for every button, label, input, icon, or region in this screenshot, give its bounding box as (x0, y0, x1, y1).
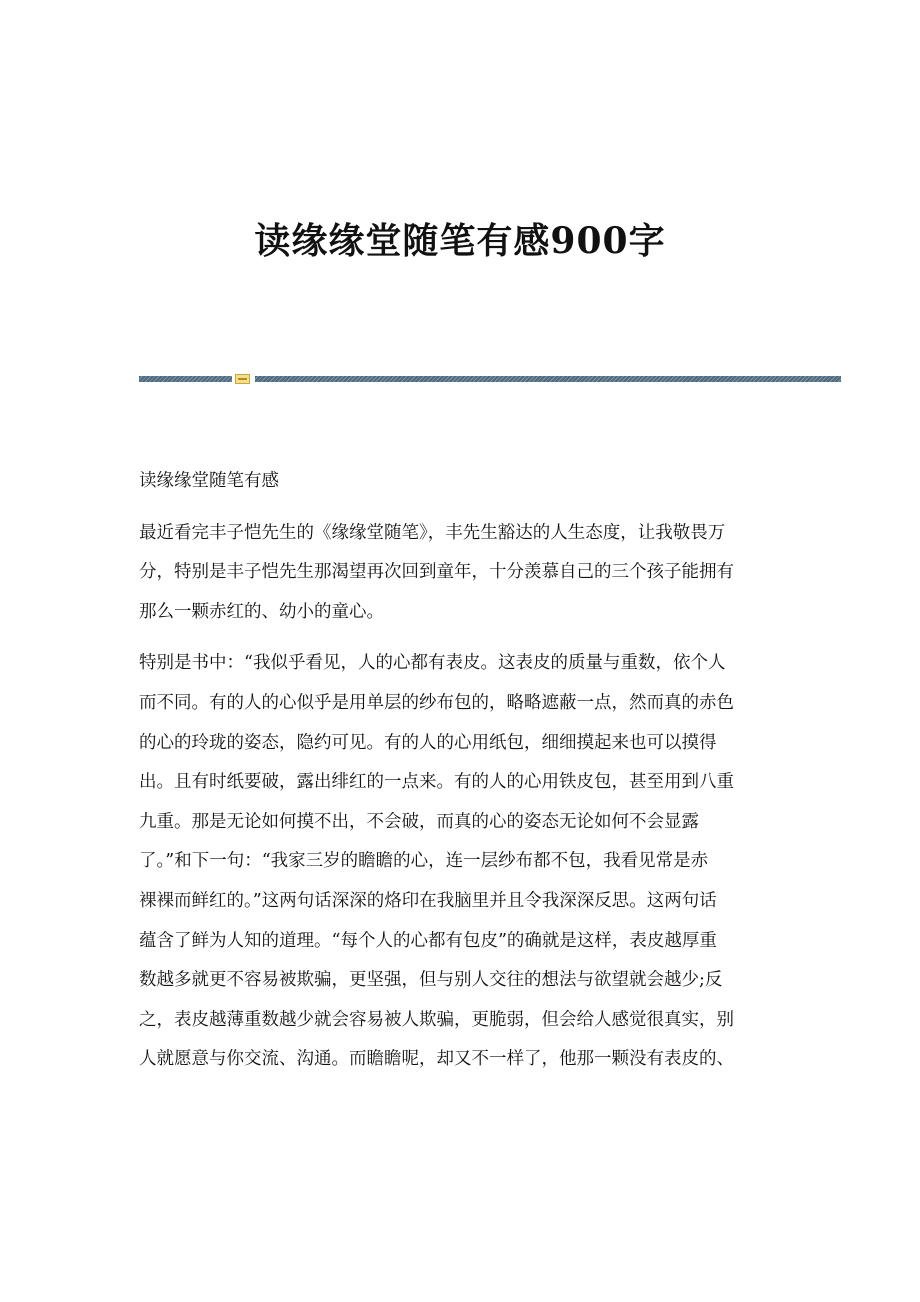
text-line: 出。且有时纸要破，露出绯红的一点来。有的人的心用铁皮包，甚至用到八重 (139, 772, 734, 793)
text-line: 数越多就更不容易被欺骗，更坚强，但与别人交往的想法与欲望就会越少;反 (139, 970, 723, 991)
text-line: 那么一颗赤红的、幼小的童心。 (139, 601, 384, 622)
text-line: 了。”和下一句：“我家三岁的瞻瞻的心，连一层纱布都不包，我看见常是赤 (139, 851, 709, 872)
text-line: 九重。那是无论如何摸不出，不会破，而真的心的姿态无论如何不会显露 (139, 811, 699, 832)
page-title: 读缘缘堂随笔有感900字 (254, 220, 666, 262)
text-line: 之，表皮越薄重数越少就会容易被人欺骗，更脆弱，但会给人感觉很真实，别 (139, 1009, 734, 1030)
text-line: 分，特别是丰子恺先生那渴望再次回到童年，十分羡慕自己的三个孩子能拥有 (139, 562, 734, 583)
divider-ornament-icon (235, 374, 250, 384)
text-line: 蕴含了鲜为人知的道理。“每个人的心都有包皮”的确就是这样，表皮越厚重 (139, 930, 717, 951)
text-line: 人就愿意与你交流、沟通。而瞻瞻呢，却又不一样了，他那一颗没有表皮的、 (139, 1049, 734, 1070)
text-line: 而不同。有的人的心似乎是用单层的纱布包的，略略遮蔽一点，然而真的赤色 (139, 692, 734, 713)
divider-bar-right (255, 376, 841, 382)
paragraph (139, 514, 779, 633)
paragraph (139, 644, 779, 1080)
text-line: 裸裸而鲜红的。”这两句话深深的烙印在我脑里并且令我深深反思。这两句话 (139, 890, 717, 911)
text-line: 最近看完丰子恺先生的《缘缘堂随笔》，丰先生豁达的人生态度，让我敬畏万 (139, 522, 726, 543)
article-body (139, 462, 779, 1092)
article-subtitle: 读缘缘堂随笔有感 (139, 471, 279, 491)
text-line: 特别是书中：“我似乎看见，人的心都有表皮。这表皮的质量与重数，依个人 (139, 653, 726, 674)
text-line: 的心的玲珑的姿态，隐约可见。有的人的心用纸包，细细摸起来也可以摸得 (139, 732, 717, 753)
divider-bar-left (139, 376, 232, 382)
title-divider (139, 374, 841, 384)
